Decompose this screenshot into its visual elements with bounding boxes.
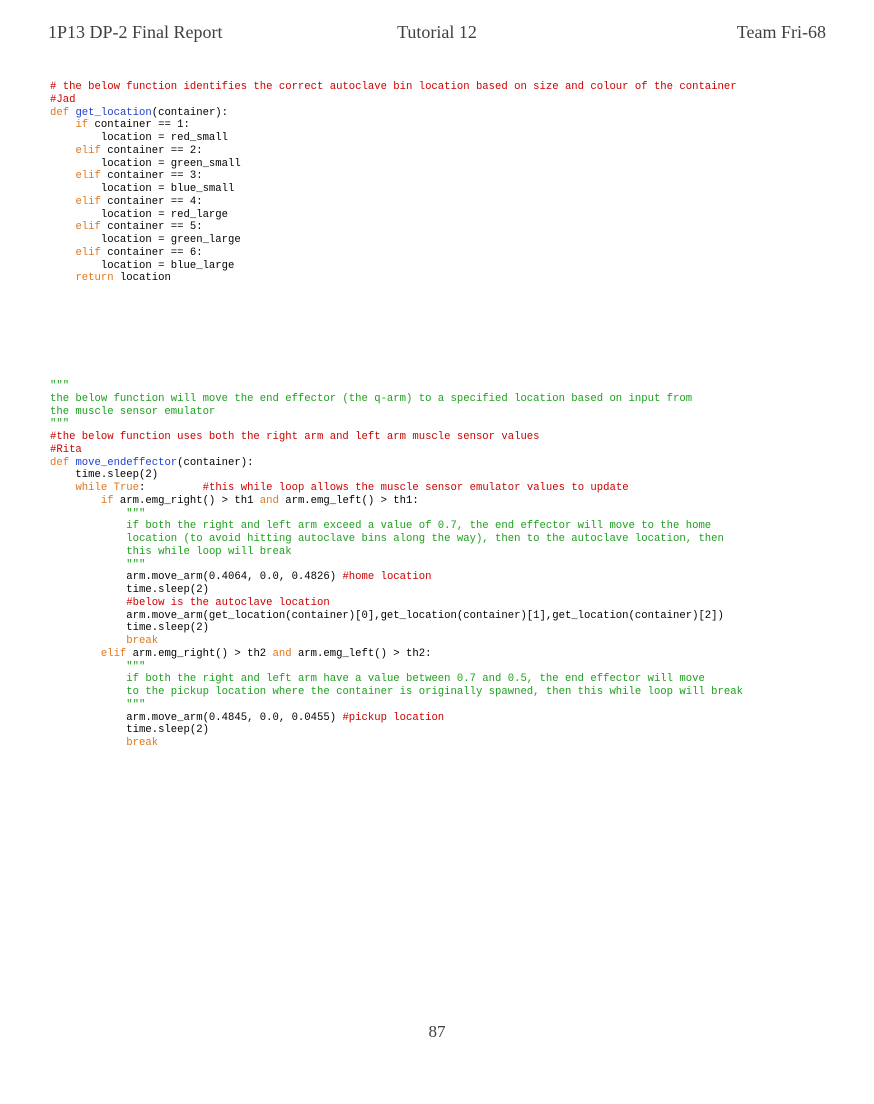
code-line [50, 119, 737, 132]
code-token: this while loop will break [126, 545, 292, 558]
code-token: location (to avoid hitting autoclave bins along the way), then to the autoclave location, then [126, 533, 724, 545]
code-token: break [126, 635, 159, 647]
code-token: def [50, 456, 70, 469]
code-token: location = blue_small [50, 183, 235, 195]
code-line [50, 132, 737, 145]
code-line [50, 712, 743, 725]
code-token: container == 3: [100, 170, 203, 183]
code-line [50, 209, 737, 222]
code-token [50, 119, 75, 131]
code-token: time.sleep(2) [50, 622, 209, 635]
code-line [50, 571, 743, 584]
code-line [50, 145, 737, 158]
code-line [50, 661, 743, 674]
code-line [50, 418, 743, 431]
code-line [50, 533, 743, 546]
code-line [50, 597, 743, 610]
code-line [50, 260, 737, 273]
code-line [50, 221, 737, 234]
code-token: location [113, 272, 171, 285]
code-line [50, 196, 737, 209]
code-token: #home location [342, 571, 432, 584]
code-token: location = red_small [50, 132, 229, 144]
code-token: while [75, 482, 108, 494]
code-line [50, 495, 743, 508]
code-token [50, 272, 75, 284]
code-token: container == 4: [100, 195, 203, 208]
code-line [50, 610, 743, 623]
code-token: # the below function identifies the correct autoclave bin location based on size and colour of the container [50, 81, 737, 93]
code-line [50, 508, 743, 521]
code-token: location = green_small [50, 157, 241, 170]
code-line [50, 686, 743, 699]
code-token: def [50, 106, 70, 119]
code-token [50, 648, 101, 660]
code-line [50, 635, 743, 648]
code-token: elif [75, 170, 101, 183]
code-line [50, 272, 737, 285]
code-token [50, 686, 126, 698]
code-token [50, 145, 75, 157]
code-token: to the pickup location where the container is originally spawned, then this while loop will break [126, 686, 743, 698]
code-token [50, 533, 126, 545]
code-token [50, 482, 75, 494]
code-line [50, 457, 743, 470]
code-token: """ [50, 418, 70, 431]
code-token: """ [126, 698, 146, 711]
code-line [50, 520, 743, 533]
code-line [50, 170, 737, 183]
code-token: #Jad [50, 93, 76, 106]
code-token: location = green_large [50, 234, 241, 246]
header-tutorial: Tutorial 12 [397, 22, 477, 42]
code-token: elif [75, 221, 101, 234]
code-line [50, 673, 743, 686]
code-token: and [259, 494, 279, 507]
code-token: time.sleep(2) [50, 724, 209, 737]
code-token: if both the right and left arm have a value between 0.7 and 0.5, the end effector will move [126, 673, 705, 686]
code-token [50, 559, 126, 571]
code-token: return [75, 272, 114, 285]
code-token: : [139, 482, 203, 494]
code-line [50, 234, 737, 247]
code-line [50, 247, 737, 260]
code-token: move_endeffector [75, 456, 178, 469]
code-line [50, 81, 737, 94]
code-token [50, 699, 126, 711]
header-team: Team Fri-68 [736, 22, 826, 42]
code-token [50, 520, 126, 532]
code-line [50, 469, 743, 482]
code-token: #below is the autoclave location [126, 596, 330, 609]
code-line [50, 380, 743, 393]
page-number: 87 [428, 1022, 446, 1041]
code-line [50, 431, 743, 444]
code-line [50, 444, 743, 457]
code-token: location = blue_large [50, 259, 235, 272]
code-token: (container): [151, 106, 229, 119]
code-token [50, 170, 75, 182]
code-line [50, 699, 743, 712]
code-token: elif [75, 144, 101, 157]
code-token: location = red_large [50, 208, 229, 221]
code-line [50, 724, 743, 737]
code-token: """ [50, 380, 70, 392]
code-token [50, 495, 101, 507]
code-line [50, 107, 737, 120]
code-token: container == 5: [100, 221, 203, 234]
code-line [50, 546, 743, 559]
code-token: #this while loop allows the muscle sensor emulator values to update [202, 482, 629, 494]
code-token: the below function will move the end effector (the q-arm) to a specified location based on input from [50, 392, 693, 405]
code-token: #Rita [50, 443, 82, 456]
code-token: container == 6: [100, 246, 203, 259]
code-line [50, 737, 743, 750]
code-line [50, 648, 743, 661]
code-token: if [100, 494, 114, 507]
code-token [50, 247, 75, 259]
code-token [50, 546, 126, 558]
code-token [50, 661, 126, 673]
code-token: arm.move_arm(0.4064, 0.0, 0.4826) [50, 571, 343, 584]
code-line [50, 559, 743, 572]
header-report-title: 1P13 DP-2 Final Report [48, 22, 223, 42]
code-token [50, 673, 126, 685]
code-token: elif [75, 246, 101, 259]
code-token: arm.emg_right() > th1 [113, 494, 260, 507]
code-token [50, 597, 126, 609]
code-token: the muscle sensor emulator [50, 405, 216, 418]
code-line [50, 393, 743, 406]
code-token: if both the right and left arm exceed a value of 0.7, the end effector will move to the home [126, 520, 712, 533]
code-line [50, 622, 743, 635]
code-line [50, 406, 743, 419]
code-token: break [126, 737, 159, 749]
code-block-get-location [50, 81, 737, 285]
code-line [50, 94, 737, 107]
code-token [50, 508, 126, 520]
code-token: container == 1: [88, 119, 190, 132]
code-block-move-endeffector [50, 380, 743, 750]
code-token [50, 737, 126, 749]
code-token: if [75, 119, 89, 132]
code-token: and [272, 647, 292, 660]
code-token: arm.move_arm(get_location(container)[0],get_location(container)[1],get_location(container)[2]) [50, 609, 724, 622]
code-token: elif [75, 195, 101, 208]
code-token: arm.emg_left() > th2: [291, 647, 432, 660]
code-line [50, 584, 743, 597]
code-token: True [113, 482, 140, 494]
code-token: arm.move_arm(0.4845, 0.0, 0.0455) [50, 711, 343, 724]
code-token: #pickup location [342, 711, 445, 724]
code-token: """ [126, 558, 146, 571]
code-line [50, 482, 743, 495]
code-token: arm.emg_left() > th1: [278, 494, 419, 507]
code-line [50, 158, 737, 171]
code-token: time.sleep(2) [50, 584, 209, 596]
code-token: """ [126, 507, 146, 520]
code-token [50, 635, 126, 647]
code-token [50, 196, 75, 208]
code-token: time.sleep(2) [50, 469, 159, 482]
code-token: elif [100, 647, 127, 660]
code-token: container == 2: [100, 144, 203, 157]
code-token: arm.emg_right() > th2 [126, 647, 273, 660]
code-token: (container): [177, 456, 254, 469]
code-line [50, 183, 737, 196]
code-token: #the below function uses both the right arm and left arm muscle sensor values [50, 431, 540, 443]
code-token: """ [126, 660, 146, 673]
code-token: get_location [75, 106, 152, 119]
code-token [50, 221, 75, 233]
